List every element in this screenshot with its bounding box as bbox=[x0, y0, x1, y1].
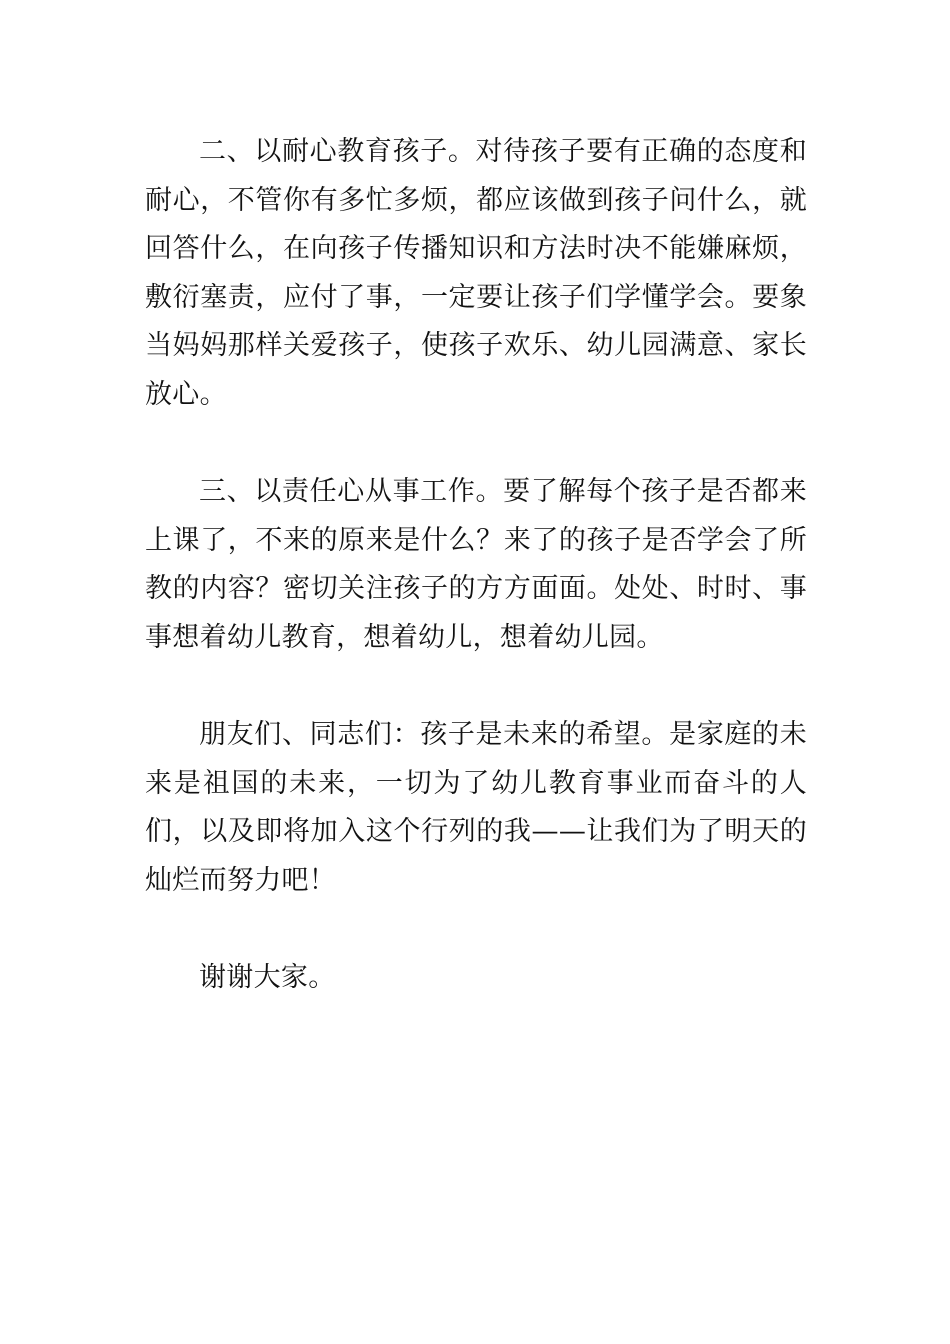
paragraph-patience: 二、以耐心教育孩子。对待孩子要有正确的态度和耐心，不管你有多忙多烦，都应该做到孩子问什么，就回答什么，在向孩子传播知识和方法时决不能嫌麻烦，敷衍塞责，应付了事，一定要让孩子们学懂学会。要象当妈妈那样关爱孩子，使孩子欢乐、幼儿园满意、家长放心。 bbox=[145, 136, 807, 410]
paragraph-thanks: 谢谢大家。 bbox=[199, 962, 336, 993]
paragraph-responsibility: 三、以责任心从事工作。要了解每个孩子是否都来上课了，不来的原来是什么？来了的孩子是否学会了所教的内容？密切关注孩子的方方面面。处处、时时、事事想着幼儿教育，想着幼儿，想着幼儿园。 bbox=[145, 476, 807, 653]
paragraph-spacer bbox=[145, 419, 807, 468]
document-body bbox=[145, 128, 807, 1003]
paragraph-spacer bbox=[145, 662, 807, 711]
paragraph-closing-appeal: 朋友们、同志们：孩子是未来的希望。是家庭的未来是祖国的未来，一切为了幼儿教育事业而奋斗的人们，以及即将加入这个行列的我——让我们为了明天的灿烂而努力吧！ bbox=[145, 719, 807, 896]
paragraph-spacer bbox=[145, 905, 807, 954]
